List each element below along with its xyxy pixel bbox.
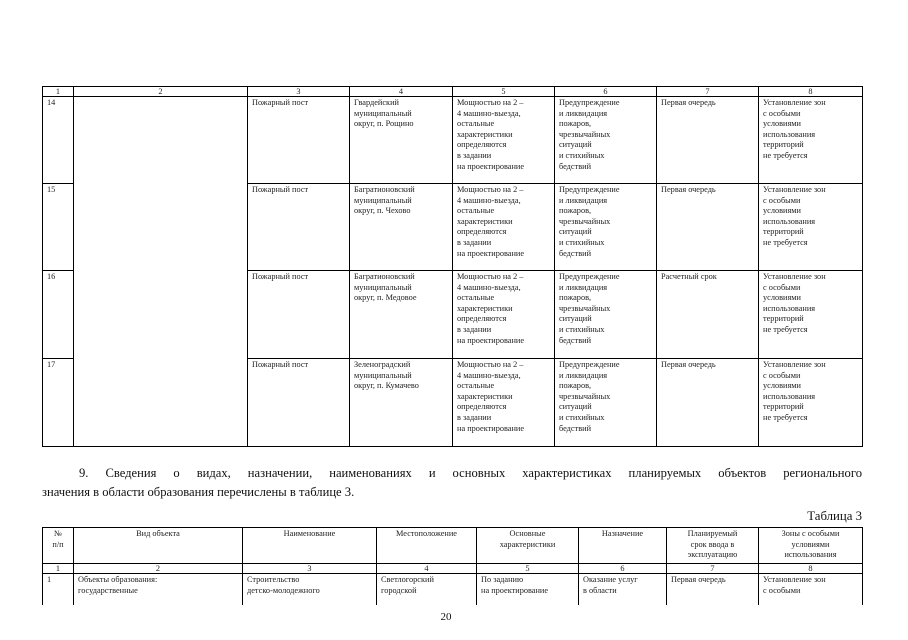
continued-table — [42, 86, 863, 447]
table3 — [42, 527, 863, 605]
cell-line: Планируемый — [687, 529, 738, 538]
cell-line: Мощностью на 2 – — [457, 98, 524, 107]
queue-cell: Первая очередь — [657, 97, 759, 184]
cell-line: характеристики — [457, 303, 513, 313]
table3-cell — [759, 574, 863, 606]
cell-line: Предупреждение — [559, 360, 620, 369]
cell-line: чрезвычайных — [559, 129, 611, 139]
table3-cell — [477, 574, 579, 606]
cell-line: детско-молодежного — [247, 585, 320, 595]
cell-line: с особыми — [763, 370, 801, 380]
cell-line: использования — [763, 303, 816, 313]
cell-line: пожаров, — [559, 119, 592, 129]
table-row — [43, 574, 863, 606]
cell-line: эксплуатацию — [687, 550, 738, 560]
cell-line: Предупреждение — [559, 185, 620, 194]
column-number-row — [43, 564, 863, 574]
table3-cell — [74, 574, 243, 606]
queue-cell: Расчетный срок — [657, 271, 759, 359]
row-number-cell: 17 — [43, 359, 74, 447]
column-number-cell: 6 — [555, 87, 657, 97]
cell-line: на проектирование — [457, 248, 525, 258]
cell-line: с особыми — [763, 108, 801, 118]
cell-line: и ликвидация — [559, 282, 608, 292]
cell-line: Установление зон — [763, 360, 826, 369]
table-row — [43, 97, 863, 184]
cell-line: условиями — [763, 206, 801, 216]
cell-line: Мощностью на 2 – — [457, 360, 524, 369]
column-number-cell: 7 — [667, 564, 759, 574]
column-number-row — [43, 87, 863, 97]
table3-header-cell — [667, 528, 759, 564]
cell-line: округ, п. Кумачево — [354, 381, 419, 391]
cell-line: условиями — [763, 293, 801, 303]
cell-line: остальные — [457, 206, 495, 216]
column-number-cell: 6 — [579, 564, 667, 574]
cell-line: и стихийных — [559, 150, 605, 160]
cell-line: Установление зон — [763, 272, 826, 281]
column-number-cell: 2 — [74, 564, 243, 574]
cell-line: и ликвидация — [559, 195, 608, 205]
table3-header-cell — [477, 528, 579, 564]
cell-line: срок ввода в — [690, 539, 735, 549]
cell-line: и стихийных — [559, 324, 605, 334]
cell-line: с особыми — [763, 195, 801, 205]
cell-line: ситуаций — [559, 314, 592, 324]
location-cell — [350, 97, 453, 184]
cell-line: территорий — [763, 402, 804, 412]
cell-line: Предупреждение — [559, 272, 620, 281]
queue-cell: Первая очередь — [657, 184, 759, 271]
cell-line: ситуаций — [559, 402, 592, 412]
column-number-cell: 5 — [477, 564, 579, 574]
column-number-cell: 7 — [657, 87, 759, 97]
cell-line: определяются — [457, 140, 507, 150]
cell-line: территорий — [763, 140, 804, 150]
cell-line: с особыми — [763, 585, 801, 595]
table3-body — [43, 528, 863, 606]
table3-header-cell — [243, 528, 377, 564]
table3-header-cell — [43, 528, 74, 564]
cell-line: территорий — [763, 227, 804, 237]
purpose-cell — [555, 359, 657, 447]
cell-line: условиями — [763, 381, 801, 391]
cell-line: Светлогорский — [381, 575, 434, 584]
zones-cell — [759, 359, 863, 447]
cell-line: Первая очередь — [671, 575, 726, 584]
cell-line: не требуется — [763, 324, 808, 334]
cell-line: Гвардейский — [354, 98, 399, 107]
column-number-cell: 3 — [243, 564, 377, 574]
cell-line: Мощностью на 2 – — [457, 272, 524, 281]
table3-container — [42, 527, 864, 605]
cell-line: Оказание услуг — [583, 575, 638, 584]
cell-line: 4 машино-выезда, — [457, 195, 521, 205]
capacity-cell — [453, 184, 555, 271]
cell-line: в задании — [457, 237, 492, 247]
cell-line: бедствий — [559, 335, 592, 345]
location-cell — [350, 184, 453, 271]
cell-line: и стихийных — [559, 237, 605, 247]
cell-line: ситуаций — [559, 227, 592, 237]
cell-line: использования — [763, 216, 816, 226]
zones-cell — [759, 271, 863, 359]
cell-line: и ликвидация — [559, 370, 608, 380]
cell-line: бедствий — [559, 248, 592, 258]
cell-line: остальные — [457, 119, 495, 129]
cell-line: 4 машино-выезда, — [457, 108, 521, 118]
zones-cell — [759, 97, 863, 184]
paragraph-line: 9. Сведения о видах, назначении, наименованиях и основных характеристиках планируемых объектов регионального — [79, 466, 862, 480]
cell-line: условиями — [763, 119, 801, 129]
column-number-cell: 2 — [74, 87, 248, 97]
table3-cell — [43, 574, 74, 606]
cell-line: использования — [784, 550, 837, 560]
cell-line: округ, п. Рощино — [354, 119, 414, 129]
cell-line: № — [54, 529, 62, 538]
cell-line: в области — [583, 585, 617, 595]
cell-line: использования — [763, 391, 816, 401]
column-number-cell: 3 — [248, 87, 350, 97]
column-number-cell: 4 — [377, 564, 477, 574]
cell-line: Багратионовский — [354, 272, 415, 281]
cell-line: городской — [381, 585, 417, 595]
cell-line: ситуаций — [559, 140, 592, 150]
paragraph-line: значения в области образования перечислены в таблице 3. — [42, 485, 355, 499]
cell-line: не требуется — [763, 237, 808, 247]
cell-line: Назначение — [601, 529, 644, 538]
cell-line: не требуется — [763, 412, 808, 422]
cell-line: Багратионовский — [354, 185, 415, 194]
table-caption: Таблица 3 — [807, 509, 862, 523]
cell-line: не требуется — [763, 150, 808, 160]
cell-line: Наименование — [283, 529, 336, 538]
capacity-cell — [453, 271, 555, 359]
facility-cell: Пожарный пост — [248, 184, 350, 271]
cell-line: 4 машино-выезда, — [457, 282, 521, 292]
cell-line: округ, п. Чехово — [354, 206, 411, 216]
cell-line: условиями — [791, 539, 830, 549]
cell-line: округ, п. Медовое — [354, 293, 417, 303]
column-number-cell: 1 — [43, 564, 74, 574]
table3-header-cell — [579, 528, 667, 564]
row-number-cell: 15 — [43, 184, 74, 271]
purpose-cell — [555, 97, 657, 184]
cell-line: на проектирование — [457, 335, 525, 345]
cell-line: характеристики — [499, 539, 556, 549]
cell-line: бедствий — [559, 161, 592, 171]
cell-line: остальные — [457, 381, 495, 391]
cell-line: государственные — [78, 585, 138, 595]
cell-line: Зеленоградский — [354, 360, 411, 369]
cell-line: Установление зон — [763, 185, 826, 194]
cell-line: на проектирование — [481, 585, 549, 595]
cell-line: территорий — [763, 314, 804, 324]
cell-line: муниципальный — [354, 195, 412, 205]
cell-line: 1 — [47, 575, 52, 584]
column-number-cell: 5 — [453, 87, 555, 97]
cell-line: на проектирование — [457, 161, 525, 171]
capacity-cell — [453, 359, 555, 447]
page-number: 20 — [440, 611, 452, 623]
cell-line: пожаров, — [559, 293, 592, 303]
facility-cell: Пожарный пост — [248, 97, 350, 184]
cell-line: Предупреждение — [559, 98, 620, 107]
cell-line: определяются — [457, 314, 507, 324]
cell-line: характеристики — [457, 391, 513, 401]
purpose-cell — [555, 184, 657, 271]
cell-line: в задании — [457, 150, 492, 160]
capacity-cell — [453, 97, 555, 184]
cell-line: бедствий — [559, 423, 592, 433]
row-number-cell: 14 — [43, 97, 74, 184]
blank-merged-cell — [74, 97, 248, 447]
table3-header-cell — [759, 528, 863, 564]
table3-cell — [667, 574, 759, 606]
cell-line: чрезвычайных — [559, 216, 611, 226]
cell-line: Вид объекта — [136, 529, 180, 538]
continued-table-body — [43, 87, 863, 447]
location-cell — [350, 271, 453, 359]
cell-line: характеристики — [457, 216, 513, 226]
cell-line: пожаров, — [559, 381, 592, 391]
cell-line: По заданию — [481, 575, 524, 584]
cell-line: чрезвычайных — [559, 303, 611, 313]
row-number-cell: 16 — [43, 271, 74, 359]
cell-line: Основные — [509, 529, 546, 538]
location-cell — [350, 359, 453, 447]
facility-cell: Пожарный пост — [248, 271, 350, 359]
facility-cell: Пожарный пост — [248, 359, 350, 447]
table3-header-cell — [74, 528, 243, 564]
table3-cell — [243, 574, 377, 606]
table3-cell — [579, 574, 667, 606]
cell-line: в задании — [457, 324, 492, 334]
cell-line: 4 машино-выезда, — [457, 370, 521, 380]
cell-line: характеристики — [457, 129, 513, 139]
cell-line: остальные — [457, 293, 495, 303]
column-number-cell: 4 — [350, 87, 453, 97]
cell-line: Установление зон — [763, 575, 826, 584]
queue-cell: Первая очередь — [657, 359, 759, 447]
zones-cell — [759, 184, 863, 271]
cell-line: в задании — [457, 412, 492, 422]
purpose-cell — [555, 271, 657, 359]
cell-line: Строительство — [247, 575, 300, 584]
cell-line: Мощностью на 2 – — [457, 185, 524, 194]
cell-line: с особыми — [763, 282, 801, 292]
column-number-cell: 8 — [759, 564, 863, 574]
cell-line: муниципальный — [354, 282, 412, 292]
cell-line: Установление зон — [763, 98, 826, 107]
cell-line: и ликвидация — [559, 108, 608, 118]
cell-line: муниципальный — [354, 108, 412, 118]
cell-line: пожаров, — [559, 206, 592, 216]
cell-line: муниципальный — [354, 370, 412, 380]
column-number-cell: 8 — [759, 87, 863, 97]
table3-header-cell — [377, 528, 477, 564]
cell-line: использования — [763, 129, 816, 139]
table3-cell — [377, 574, 477, 606]
cell-line: чрезвычайных — [559, 391, 611, 401]
cell-line: п/п — [52, 539, 64, 549]
cell-line: Объекты образования: — [78, 575, 158, 584]
table3-header-row — [43, 528, 863, 564]
cell-line: Зоны с особыми — [781, 529, 840, 538]
cell-line: определяются — [457, 227, 507, 237]
column-number-cell: 1 — [43, 87, 74, 97]
cell-line: Местоположение — [396, 529, 457, 538]
cell-line: на проектирование — [457, 423, 525, 433]
cell-line: определяются — [457, 402, 507, 412]
cell-line: и стихийных — [559, 412, 605, 422]
